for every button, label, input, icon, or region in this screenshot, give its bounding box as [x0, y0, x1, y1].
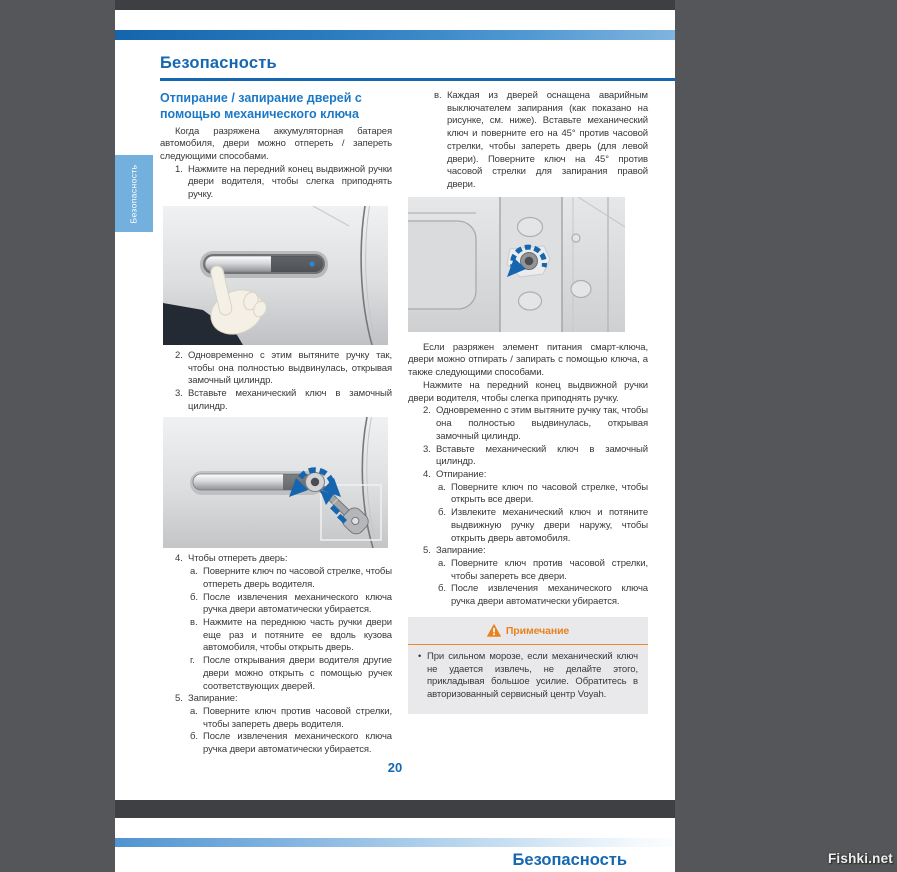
list-item-3: [423, 444, 648, 469]
list-marker: б.: [190, 731, 198, 743]
list-item-text: Извлеките механический ключ и потяните выдвижную ручку двери наружу, чтобы открыть дверь автомобиля.: [451, 507, 648, 544]
note-divider: [408, 644, 648, 645]
list-item-text: Одновременно с этим вытяните ручку так, чтобы она полностью выдвинулась, открывая замочный цилиндр.: [436, 405, 648, 442]
list-item-text: Поверните ключ по часовой стрелке, чтобы открыть все двери.: [451, 481, 648, 506]
list-item-5: [423, 545, 648, 558]
list-marker: 4.: [423, 468, 431, 480]
header-stripe: [115, 838, 675, 847]
list-item-text: Нажмите на переднюю часть ручки двери еще раз и потяните ее вдоль кузова автомобиля, чтобы открыть дверь.: [203, 617, 392, 654]
note-title: Примечание: [505, 624, 570, 637]
page-gap: [115, 800, 675, 818]
list-item-text: Поверните ключ против часовой стрелки, чтобы запереть все двери.: [451, 557, 648, 582]
list-item-v: [434, 90, 648, 192]
manual-next-page: [115, 818, 675, 872]
list-item-text: Чтобы отпереть дверь:: [188, 553, 288, 565]
list-item-text: После открывания двери водителя другие двери можно открыть с помощью ручек соответствующих дверей.: [203, 655, 392, 692]
list-item-text: Одновременно с этим вытяните ручку так, чтобы она полностью выдвинулась, открывая замочный цилиндр.: [188, 349, 392, 387]
list-marker: в.: [434, 90, 442, 101]
list-item-text: После извлечения механического ключа ручка двери автоматически убирается.: [203, 731, 392, 756]
chapter-tab-label: Безопасность: [129, 163, 139, 224]
list-marker: а.: [190, 566, 198, 578]
list-item-4: [175, 553, 392, 566]
sub-item-b: [438, 507, 648, 545]
list-item-text: Вставьте механический ключ в замочный цилиндр.: [188, 387, 392, 412]
scan-top-edge: [115, 0, 675, 10]
sub-item-g: [190, 655, 392, 693]
door-handle-key-turn-illustration: [163, 417, 388, 548]
list-item-text: Отпирание:: [436, 468, 487, 480]
list-item-text: Поверните ключ по часовой стрелке, чтобы отпереть дверь водителя.: [203, 566, 392, 590]
list-marker: б.: [438, 583, 446, 595]
header-stripe: [115, 30, 675, 40]
door-jamb-lock-illustration: [408, 197, 625, 332]
note-header: [418, 624, 638, 638]
list-item-text: Запирание:: [436, 545, 486, 557]
list-item-text: Нажмите на передний конец выдвижной ручки двери водителя, чтобы слегка приподнять ручку.: [188, 163, 392, 201]
sub-item-b: [190, 592, 392, 617]
section-heading: Отпирание / запирание дверей с помощью механического ключа: [160, 91, 362, 122]
sub-item-a: [438, 482, 648, 507]
page-title: Безопасность: [160, 54, 277, 72]
list-item-text: Запирание:: [188, 693, 238, 705]
sub-item-a: [438, 558, 648, 583]
list-marker: 3.: [175, 387, 183, 399]
sub-item-a: [190, 566, 392, 591]
list-marker: 4.: [175, 553, 183, 565]
list-marker: а.: [438, 481, 446, 493]
list-marker: 2.: [175, 349, 183, 361]
manual-page-20: [115, 10, 675, 800]
list-marker: в.: [190, 617, 198, 628]
handle-press-paragraph: Нажмите на передний конец выдвижной ручки двери водителя, чтобы слегка приподнять ручку.: [408, 379, 648, 404]
list-item-2: [175, 350, 392, 388]
sub-item-a: [190, 706, 392, 731]
sub-item-b: [190, 731, 392, 756]
list-item-text: Поверните ключ против часовой стрелки, чтобы запереть дверь водителя.: [203, 706, 392, 730]
list-marker: 2.: [423, 405, 431, 417]
list-marker: а.: [190, 706, 198, 718]
list-marker: а.: [438, 557, 446, 569]
list-marker: б.: [190, 591, 198, 603]
list-item-text: Каждая из дверей оснащена аварийным выключателем запирания (как показано на рисунке, см. ниже). Вставьте механический ключ и поверните его на 45° против часовой стрелки, чтобы запереть дверь (для левой двери). Поверните ключ на 45° против часовой стрелки для запирания правой двери.: [447, 90, 648, 191]
note-text: [418, 651, 638, 702]
chapter-tab-safety: [115, 155, 153, 232]
list-marker: б.: [438, 507, 446, 519]
warning-triangle-icon: [487, 624, 501, 637]
right-column: [408, 90, 648, 714]
list-item-5: [175, 693, 392, 706]
list-item-3: [175, 388, 392, 413]
list-marker: 3.: [423, 443, 431, 455]
door-handle-press-illustration: [163, 206, 388, 345]
page-title: Безопасность: [512, 851, 627, 869]
list-marker: 5.: [175, 693, 183, 705]
sub-item-v: [190, 617, 392, 655]
sub-item-b: [438, 583, 648, 608]
list-item-2: [423, 405, 648, 443]
list-marker: 5.: [423, 545, 431, 557]
list-item-1: [175, 164, 392, 202]
watermark: Fishki.net: [827, 851, 893, 866]
list-marker: 1.: [175, 163, 183, 175]
note-text-content: При сильном морозе, если механический ключ не удается извлечь, не делайте этого, прикладывая большое усилие. Обратитесь в авторизованный сервисный центр Voyah.: [427, 650, 638, 701]
smart-key-paragraph: Если разряжен элемент питания смарт-ключа, двери можно отпирать / запирать с помощью ключа, а также следующими способами.: [408, 341, 648, 379]
title-divider: [160, 78, 675, 81]
bullet-marker: •: [418, 650, 422, 662]
list-marker: г.: [190, 655, 195, 667]
page-number: 20: [387, 760, 403, 775]
note-box: [408, 617, 648, 714]
list-item-text: После извлечения механического ключа ручка двери автоматически убирается.: [203, 591, 392, 616]
list-item-text: Вставьте механический ключ в замочный цилиндр.: [436, 443, 648, 468]
left-column: [160, 90, 392, 757]
list-item-text: После извлечения механического ключа ручка двери автоматически убирается.: [451, 583, 648, 608]
list-item-4: [423, 469, 648, 482]
intro-paragraph: Когда разряжена аккумуляторная батарея автомобиля, двери можно отпереть / запереть следующими способами.: [160, 125, 392, 162]
